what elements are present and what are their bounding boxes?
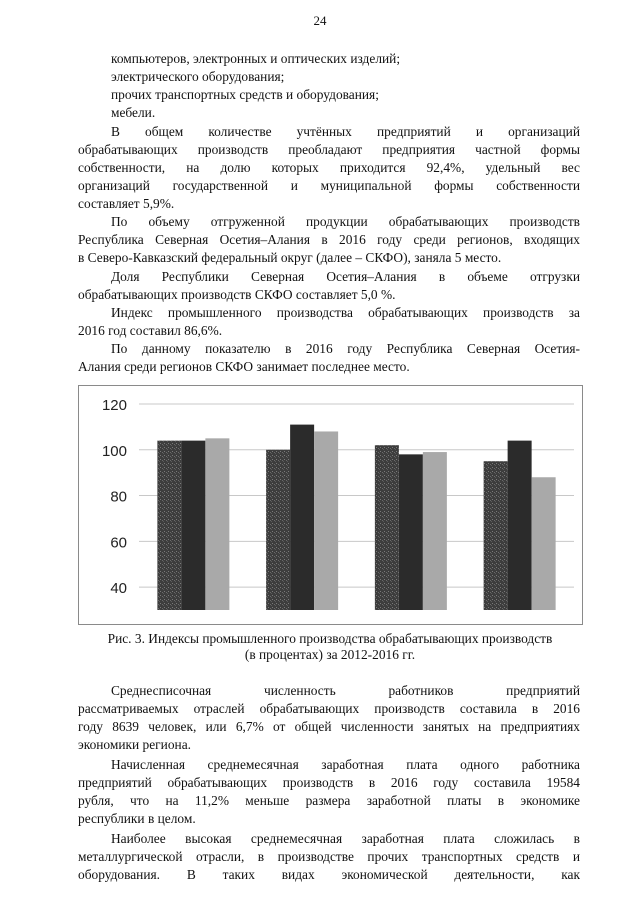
paragraph-line: предприятий обрабатывающих производств в 2016 году составила 19584 — [78, 775, 580, 790]
paragraph-line: году 8639 человек, или 6,7% от общей численности занятых на предприятиях — [78, 719, 580, 734]
paragraph-line: 2016 год составил 86,6%. — [78, 323, 223, 338]
paragraph-line: оборудования. В таких видах экономической деятельности, как — [78, 867, 580, 882]
paragraph-line: В общем количестве учтённых предприятий и организаций — [111, 124, 580, 139]
bar-series-3-cat-2 — [314, 431, 338, 610]
bar-series-1-cat-4 — [484, 461, 508, 610]
list-item: мебели. — [111, 105, 156, 120]
paragraph-line: рассматриваемых отраслей обрабатывающих производств составила в 2016 — [78, 701, 580, 716]
y-tick-label: 80 — [110, 488, 127, 506]
paragraph-line: обрабатывающих производств преобладают предприятия частной формы — [78, 142, 580, 157]
chart-frame — [78, 385, 583, 625]
paragraph-line: По объему отгруженной продукции обрабатывающих производств — [111, 214, 580, 229]
paragraph-line: республики в целом. — [78, 811, 196, 826]
page-number: 24 — [313, 13, 327, 28]
paragraph-line: рубля, что на 11,2% меньше размера заработной платы в экономике — [78, 793, 580, 808]
paragraph-line: в Северо-Кавказский федеральный округ (далее – СКФО), заняла 5 место. — [78, 250, 502, 265]
paragraph-line: Доля Республики Северная Осетия–Алания в объеме отгрузки — [111, 269, 580, 284]
figure-caption: Рис. 3. Индексы промышленного производства обрабатывающих производств — [107, 631, 553, 646]
list-item: компьютеров, электронных и оптических изделий; — [111, 51, 401, 66]
paragraph-line: Республика Северная Осетия–Алания в 2016 году среди регионов, входящих — [78, 232, 580, 247]
bar-chart — [79, 386, 582, 624]
paragraph-line: обрабатывающих производств СКФО составляет 5,0 %. — [78, 287, 396, 302]
figure-caption: (в процентах) за 2012-2016 гг. — [244, 647, 416, 662]
paragraph-line: По данному показателю в 2016 году Республика Северная Осетия- — [111, 341, 580, 356]
paragraph-line: экономики региона. — [78, 737, 191, 752]
y-tick-label: 120 — [101, 397, 127, 414]
y-tick-label: 100 — [101, 442, 127, 460]
list-item: прочих транспортных средств и оборудования; — [111, 87, 379, 102]
bar-series-2-cat-1 — [181, 441, 205, 610]
y-tick-label: 40 — [110, 580, 127, 598]
bar-series-2-cat-3 — [399, 454, 423, 610]
paragraph-line: Алания среди регионов СКФО занимает последнее место. — [78, 359, 410, 374]
paragraph-line: составляет 5,9%. — [78, 196, 175, 211]
paragraph-line: металлургической отрасли, в производстве прочих транспортных средств и — [78, 849, 580, 864]
bar-series-2-cat-4 — [508, 441, 532, 610]
bar-series-1-cat-1 — [157, 441, 181, 610]
paragraph-line: собственности, на долю которых приходится 92,4%, удельный вес — [78, 160, 580, 175]
paragraph-line: Наиболее высокая среднемесячная заработная плата сложилась в — [111, 831, 580, 846]
bar-series-2-cat-2 — [290, 425, 314, 610]
paragraph-line: Среднесписочная численность работников предприятий — [111, 683, 580, 698]
paragraph-line: организаций государственной и муниципальной формы собственности — [78, 178, 580, 193]
paragraph-line: Индекс промышленного производства обрабатывающих производств за — [111, 305, 580, 320]
bar-series-3-cat-3 — [423, 452, 447, 610]
paragraph-line: Начисленная среднемесячная заработная плата одного работника — [111, 757, 580, 772]
list-item: электрического оборудования; — [111, 69, 285, 84]
bar-series-1-cat-2 — [266, 450, 290, 610]
bar-series-3-cat-1 — [205, 438, 229, 610]
bar-series-1-cat-3 — [375, 445, 399, 610]
y-tick-label: 60 — [110, 534, 127, 552]
bar-series-3-cat-4 — [532, 477, 556, 610]
